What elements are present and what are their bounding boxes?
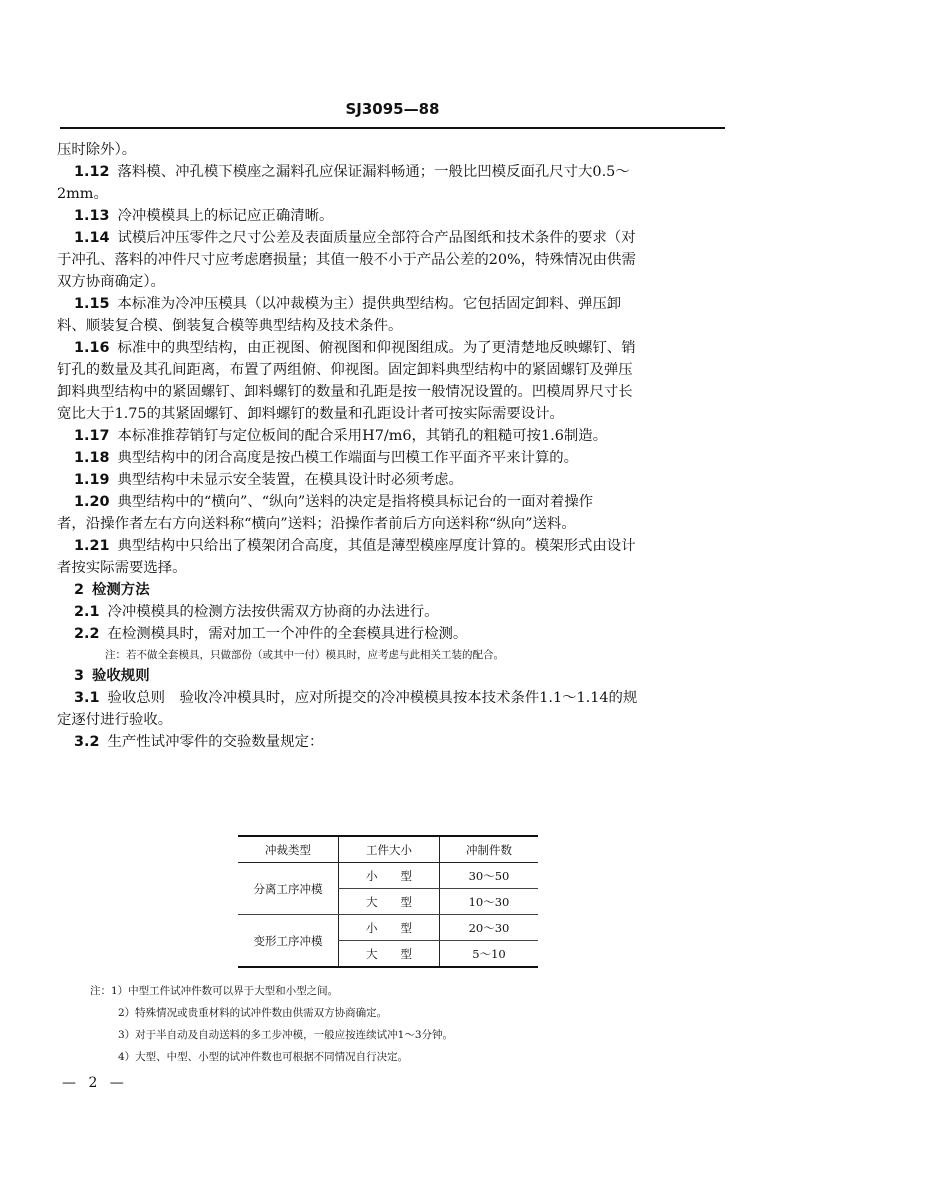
clause-text: 典型结构中未显示安全装置，在模具设计时必须考虑。 — [117, 472, 463, 488]
clause-number: 1.13 — [74, 208, 110, 224]
text-line: 2mm。 — [57, 186, 108, 202]
clause-1-18 — [57, 447, 727, 469]
clause-1-21 — [57, 535, 727, 557]
text-line: 于冲孔、落料的冲件尺寸应考虑磨损量；其值一般不小于产品公差的20%，特殊情况由供需 — [57, 252, 636, 268]
clause-number: 1.16 — [74, 340, 110, 356]
table-row — [238, 863, 538, 889]
clause-text: 典型结构中的“横向”、“纵向”送料的决定是指将模具标记台的一面对着操作 — [117, 494, 594, 510]
clause-1-15 — [57, 293, 727, 315]
count-cell: 20～30 — [440, 915, 539, 941]
clause-note: 注：若不做全套模具，只做部份（或其中一付）模具时，应考虑与此相关工装的配合。 — [105, 649, 504, 661]
size-cell: 大 型 — [339, 889, 440, 915]
clause-2-2 — [57, 623, 727, 645]
clause-text: 生产性试冲零件的交验数量规定： — [107, 734, 324, 750]
clause-3-1 — [57, 687, 727, 709]
document-code: SJ3095—88 — [345, 100, 440, 118]
count-cell: 30～50 — [440, 863, 539, 889]
column-header: 冲裁类型 — [238, 836, 339, 863]
acceptance-table — [238, 835, 538, 968]
clause-text: 验收总则 验收冷冲模具时，应对所提交的冷冲模模具按本技术条件1.1～1.14的规 — [107, 690, 638, 706]
clause-number: 3.2 — [74, 734, 100, 750]
text-line: 者按实际需要选择。 — [57, 560, 187, 576]
document-body — [57, 139, 727, 753]
text-line: 钉孔的数量及其孔间距离，布置了两组俯、仰视图。固定卸料典型结构中的紧固螺钉及弹压 — [57, 362, 633, 378]
text-line: 双方协商确定）。 — [57, 274, 165, 290]
clause-1-14 — [57, 227, 727, 249]
type-cell: 分离工序冲模 — [238, 863, 339, 915]
size-cell: 大 型 — [339, 941, 440, 968]
clause-text: 标准中的典型结构，由正视图、俯视图和仰视图组成。为了更清楚地反映螺钉、销 — [117, 340, 636, 356]
clause-text: 在检测模具时，需对加工一个冲件的全套模具进行检测。 — [107, 626, 468, 642]
clause-text: 冷冲模模具上的标记应正确清晰。 — [117, 208, 334, 224]
clause-text: 落料模、冲孔模下模座之漏料孔应保证漏料畅通；一般比凹模反面孔尺寸大0.5～ — [117, 164, 630, 180]
size-cell: 小 型 — [339, 915, 440, 941]
page-number: — 2 — — [62, 1075, 128, 1091]
clause-number: 2.2 — [74, 626, 100, 642]
clause-number: 1.15 — [74, 296, 110, 312]
clause-text: 本标准为冷冲压模具（以冲裁模为主）提供典型结构。它包括固定卸料、弹压卸 — [117, 296, 622, 312]
section-number: 2 — [74, 582, 85, 598]
clause-text: 本标准推荐销钉与定位板间的配合采用H7/m6，其销孔的粗糙可按1.6制造。 — [117, 428, 608, 444]
text-line: 宽比大于1.75的其紧固螺钉、卸料螺钉的数量和孔距设计者可按实际需要设计。 — [57, 406, 564, 422]
section-title: 检测方法 — [92, 581, 150, 598]
count-cell: 10～30 — [440, 889, 539, 915]
clause-2-1 — [57, 601, 727, 623]
clause-1-17 — [57, 425, 727, 447]
section-title: 验收规则 — [92, 667, 150, 684]
clause-number: 2.1 — [74, 604, 100, 620]
note-item: 4）大型、中型、小型的试冲件数也可根据不同情况自行决定。 — [118, 1051, 409, 1063]
column-header: 冲制件数 — [440, 836, 539, 863]
clause-number: 1.18 — [74, 450, 110, 466]
clause-1-20 — [57, 491, 727, 513]
clause-text: 冷冲模模具的检测方法按供需双方协商的办法进行。 — [107, 604, 439, 620]
column-header: 工件大小 — [339, 836, 440, 863]
table-notes — [90, 980, 453, 1068]
clause-3-2 — [57, 731, 727, 753]
text-line: 压时除外）。 — [57, 142, 137, 158]
size-cell: 小 型 — [339, 863, 440, 889]
text-line: 卸料典型结构中的紧固螺钉、卸料螺钉的数量和孔距是按一般情况设置的。凹模周界尺寸长 — [57, 384, 633, 400]
table-header-row — [238, 836, 538, 863]
section-2-heading — [57, 579, 727, 601]
note-item: 注：1）中型工件试冲件数可以界于大型和小型之间。 — [90, 985, 339, 997]
text-line: 定逐付进行验收。 — [57, 712, 173, 728]
clause-number: 1.19 — [74, 472, 110, 488]
table-row — [238, 915, 538, 941]
clause-number: 1.12 — [74, 164, 110, 180]
count-cell: 5～10 — [440, 941, 539, 968]
section-number: 3 — [74, 668, 85, 684]
clause-1-16 — [57, 337, 727, 359]
clause-1-19 — [57, 469, 727, 491]
type-cell: 变形工序冲模 — [238, 915, 339, 968]
clause-number: 1.20 — [74, 494, 110, 510]
clause-number: 3.1 — [74, 690, 100, 706]
clause-1-12 — [57, 161, 727, 183]
section-3-heading — [57, 665, 727, 687]
clause-text: 试模后冲压零件之尺寸公差及表面质量应全部符合产品图纸和技术条件的要求（对 — [117, 230, 636, 246]
text-line: 者，沿操作者左右方向送料称“横向”送料；沿操作者前后方向送料称“纵向”送料。 — [57, 516, 576, 532]
clause-number: 1.17 — [74, 428, 110, 444]
clause-text: 典型结构中只给出了模架闭合高度，其值是薄型模座厚度计算的。模架形式由设计 — [117, 538, 636, 554]
text-line: 料、顺装复合模、倒装复合模等典型结构及技术条件。 — [57, 318, 403, 334]
clause-1-13 — [57, 205, 727, 227]
clause-number: 1.21 — [74, 538, 110, 554]
clause-number: 1.14 — [74, 230, 110, 246]
clause-text: 典型结构中的闭合高度是按凸模工作端面与凹模工作平面齐平来计算的。 — [117, 450, 579, 466]
note-item: 3）对于半自动及自动送料的多工步冲模，一般应按连续试冲1～3分钟。 — [118, 1029, 454, 1041]
note-item: 2）特殊情况或贵重材料的试冲件数由供需双方协商确定。 — [118, 1007, 388, 1019]
header-rule — [60, 127, 725, 129]
